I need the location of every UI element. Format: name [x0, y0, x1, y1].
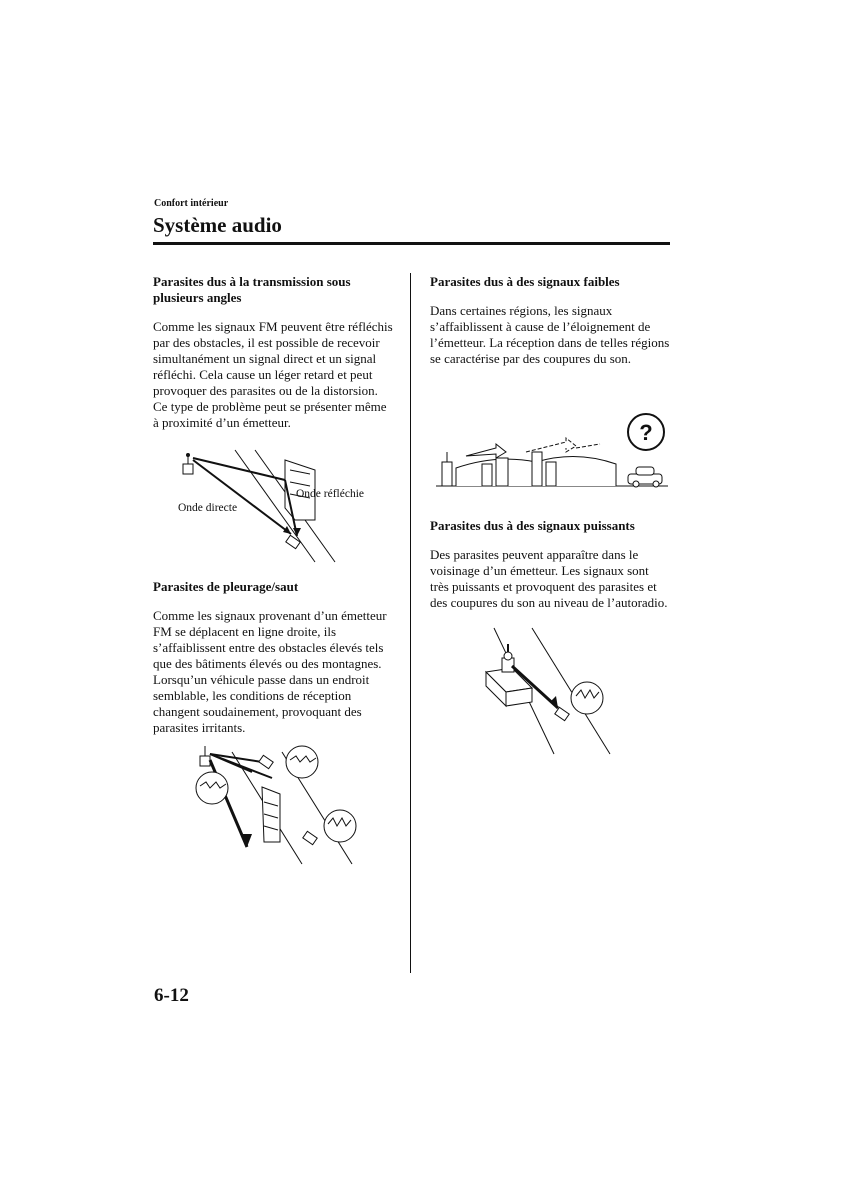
weak-signal-section: [430, 274, 670, 367]
strong-signal-heading: Parasites dus à des signaux puissants: [430, 518, 635, 533]
strong-signal-body: Des parasites peuvent apparaître dans le voisinage d’un émetteur. Les signaux sont très puissants et provoquent des parasites et des coupures du son au niveau de l’autoradio.: [430, 547, 668, 610]
section-label: Confort intérieur: [154, 198, 229, 209]
multipath-heading: Parasites dus à la transmission sous plusieurs angles: [153, 274, 351, 305]
car-icon: [628, 467, 662, 487]
transmitter-tower-icon: [442, 452, 452, 486]
svg-text:?: ?: [639, 420, 653, 445]
weak-signal-heading: Parasites dus à des signaux faibles: [430, 274, 620, 289]
reflected-wave-label: Onde réfléchie: [296, 488, 365, 500]
strong-signal-section: [430, 518, 670, 611]
question-bubble-icon: [628, 414, 664, 450]
direct-wave-label: Onde directe: [178, 502, 238, 514]
flutter-figure: [192, 742, 362, 864]
building-icon: [262, 787, 280, 842]
flutter-body: Comme les signaux provenant d’un émetteur FM se déplacent en ligne droite, ils s’affaiblissent entre des obstacles élevés tels que des bâtiments élevés ou des montagnes. Lorsqu’un véhicule passe dans un endroit semblable, les conditions de réception changent soudainement, provoquant des parasites irritants.: [153, 608, 387, 735]
transmitter-tower-icon: [183, 453, 193, 474]
flutter-section: [153, 579, 393, 736]
multipath-section: [153, 274, 393, 431]
transmitter-building-icon: [486, 644, 532, 706]
flutter-illustration: [192, 742, 362, 864]
car-icon: [555, 707, 569, 720]
weak-signal-illustration: [436, 412, 668, 488]
title-divider: [153, 242, 670, 245]
strong-signal-illustration: [484, 628, 614, 754]
transmitter-tower-icon: [200, 746, 210, 766]
page-title: Système audio: [153, 213, 282, 237]
car-icon: [286, 535, 300, 548]
weak-signal-figure: [436, 412, 668, 488]
column-divider: [410, 273, 411, 973]
multipath-figure: [175, 450, 375, 562]
flutter-heading: Parasites de pleurage/saut: [153, 579, 299, 594]
noise-bubble-icon: [571, 682, 603, 714]
multipath-body: Comme les signaux FM peuvent être réfléchis par des obstacles, il est possible de recevoir simultanément un signal direct et un signal réfléchi. Cela cause un léger retard et peut provoquer des parasites ou de la distorsion. Ce type de problème peut se présenter même à proximité d’un émetteur.: [153, 319, 393, 430]
page-number: 6-12: [154, 985, 189, 1006]
weak-signal-body: Dans certaines régions, les signaux s’affaiblissent à cause de l’éloignement de l’émetteur. La réception dans de telles régions se caractérise par des coupures du son.: [430, 303, 670, 366]
strong-signal-figure: [484, 628, 614, 754]
